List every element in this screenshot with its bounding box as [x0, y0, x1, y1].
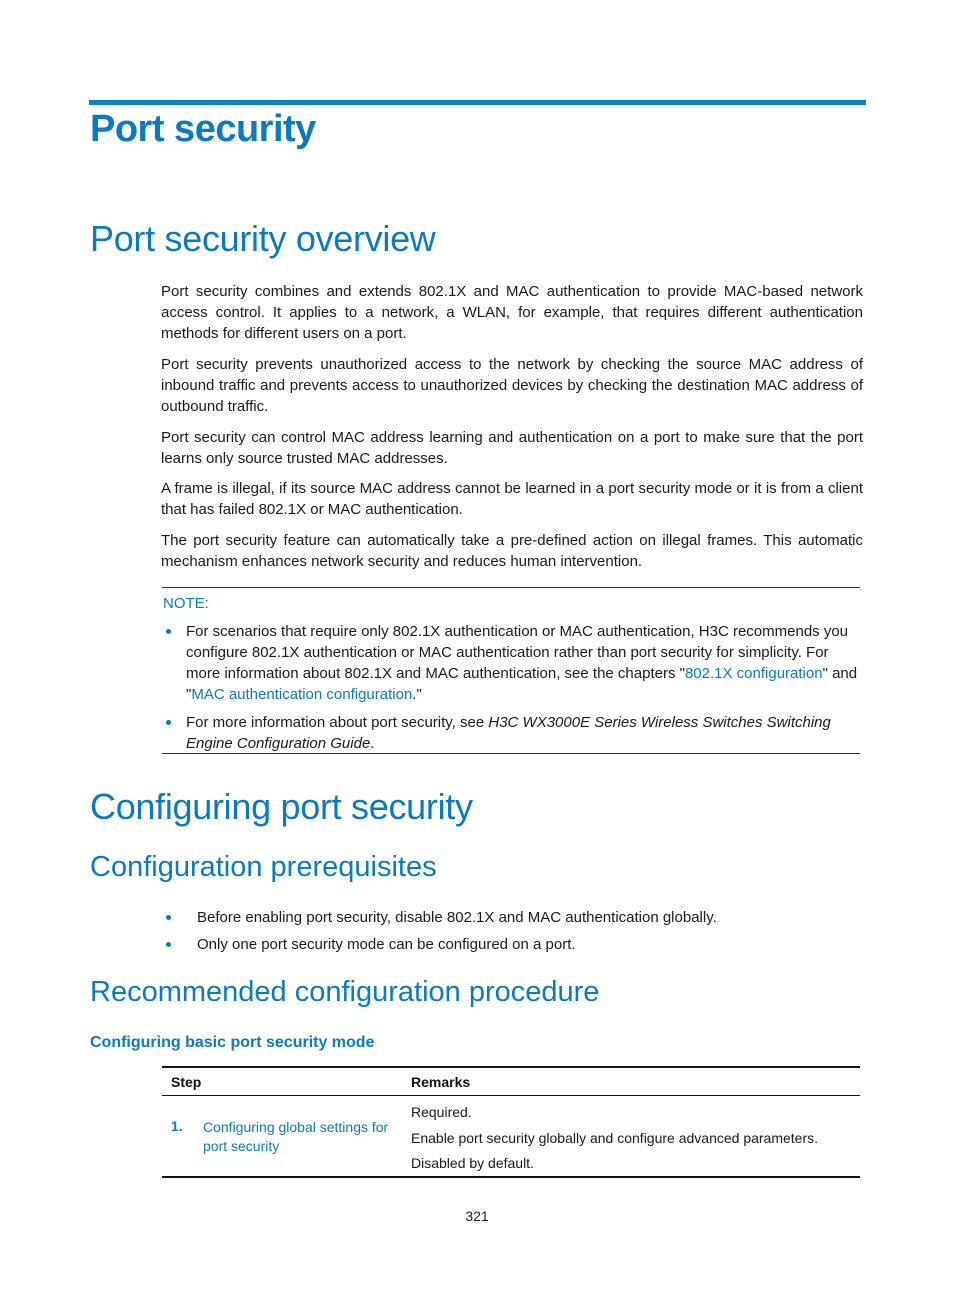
note-top-rule: [162, 587, 860, 588]
link-8021x-configuration[interactable]: 802.1X configuration: [684, 665, 823, 682]
link-configuring-global-settings[interactable]: Configuring global settings for port security: [203, 1119, 389, 1154]
note-item-1-text-c: .": [412, 686, 422, 703]
page-number: 321: [465, 1208, 489, 1224]
overview-paragraph-2: Port security prevents unauthorized access to the network by checking the source MAC address of inbound traffic and prevents access to unauthorized devices by checking the destination MAC address of outbound traffic.: [161, 356, 863, 415]
step-number: 1.: [171, 1118, 183, 1134]
note-bottom-rule: [162, 753, 860, 754]
subsection-heading-prerequisites: Configuration prerequisites: [90, 851, 437, 883]
table-header-step: Step: [171, 1074, 202, 1090]
note-item-1: [186, 621, 862, 705]
note-label: NOTE:: [163, 595, 209, 612]
prerequisite-item-1: Before enabling port security, disable 802.1X and MAC authentication globally.: [197, 909, 717, 926]
link-mac-authentication-configuration[interactable]: MAC authentication configuration: [191, 686, 413, 703]
note-item-1-text-a: For scenarios that require only 802.1X authentication or MAC authentication, H3C recommends you configure 802.1X authentication or MAC authentication rather than port security for simplicity. For more information about 802.1X and MAC authentication, see the chapters ": [186, 623, 849, 682]
remark-line-1: Required.: [411, 1104, 472, 1120]
chapter-title: Port security: [90, 108, 316, 150]
note-item-2: [186, 712, 862, 754]
overview-paragraph-3: Port security can control MAC address learning and authentication on a port to make sure that the port learns only source trusted MAC addresses.: [161, 429, 863, 467]
list-bullet-icon: [166, 915, 171, 920]
note-item-1-text-b: " and ": [186, 665, 858, 703]
overview-paragraph-5: The port security feature can automatically take a pre-defined action on illegal frames. This automatic mechanism enhances network security and reduces human intervention.: [161, 532, 863, 570]
note-item-2-text-a: For more information about port security, see: [186, 714, 489, 731]
table-top-rule: [162, 1066, 860, 1068]
table-header-rule: [162, 1095, 860, 1096]
subsection-heading-procedure: Recommended configuration procedure: [90, 976, 600, 1008]
chapter-top-rule: [89, 100, 866, 105]
note-item-2-text-b: .: [370, 735, 375, 752]
table-bottom-rule: [162, 1176, 860, 1178]
overview-paragraph-1: Port security combines and extends 802.1X and MAC authentication to provide MAC-based network access control. It applies to a network, a WLAN, for example, that requires different authentication methods for different users on a port.: [161, 283, 863, 342]
overview-paragraph-4: A frame is illegal, if its source MAC address cannot be learned in a port security mode or it is from a client that has failed 802.1X or MAC authentication.: [161, 480, 863, 518]
list-bullet-icon: [166, 942, 171, 947]
prerequisite-item-2: Only one port security mode can be configured on a port.: [197, 936, 576, 953]
table-header-remarks: Remarks: [411, 1074, 471, 1090]
remark-line-3: Disabled by default.: [411, 1155, 534, 1171]
note-bullet-icon: [166, 720, 171, 725]
subsubsection-heading-basic-mode: Configuring basic port security mode: [90, 1034, 375, 1051]
remark-line-2: Enable port security globally and configure advanced parameters.: [411, 1130, 819, 1146]
note-item-2-guide-title: H3C WX3000E Series Wireless Switches Switching Engine Configuration Guide: [186, 714, 831, 752]
section-heading-overview: Port security overview: [90, 218, 436, 259]
section-heading-configuring: Configuring port security: [90, 786, 473, 827]
note-bullet-icon: [166, 629, 171, 634]
